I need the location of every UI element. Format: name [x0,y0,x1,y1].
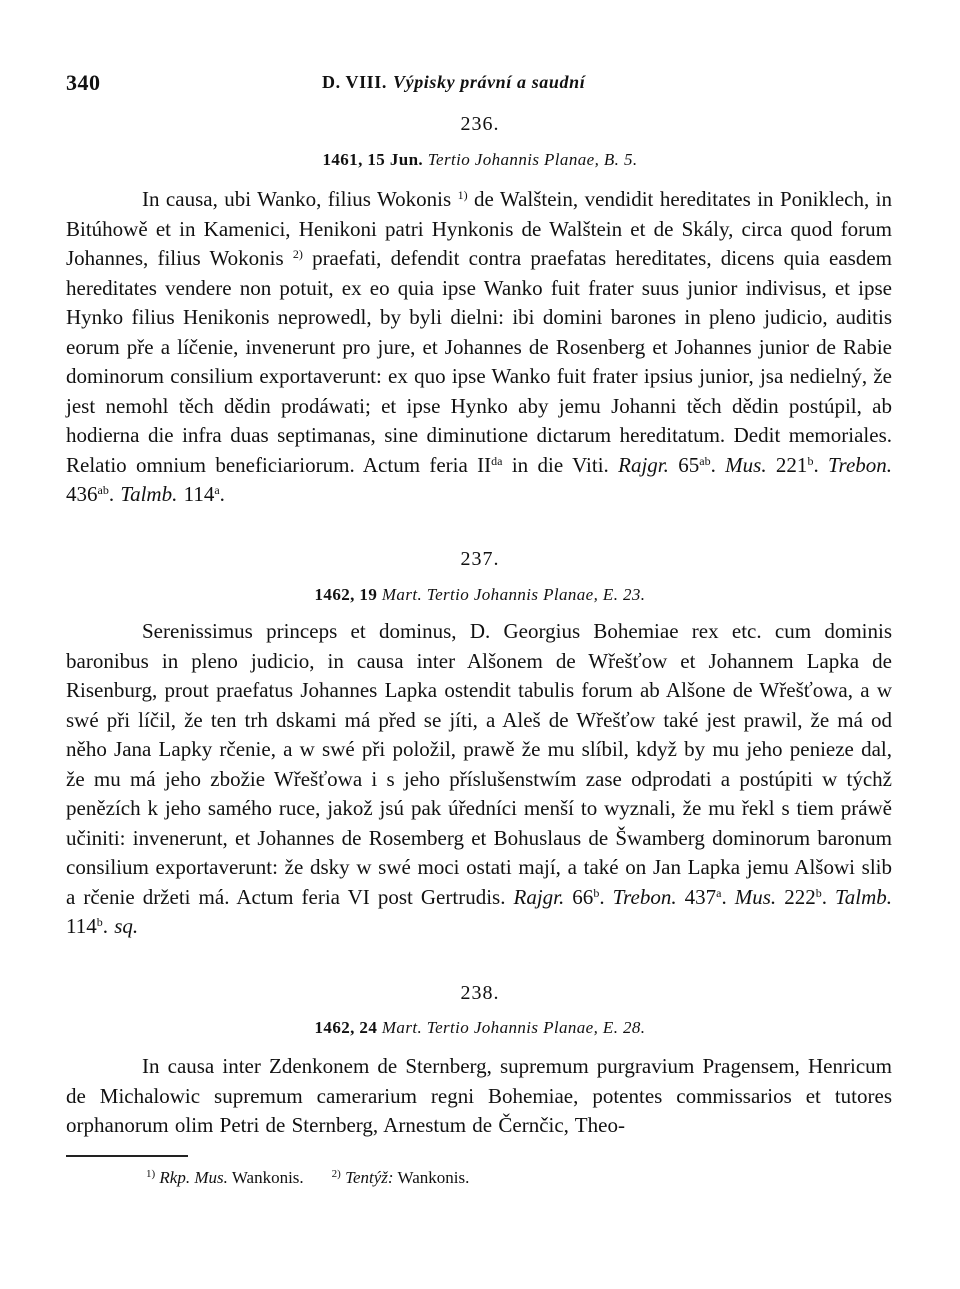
ref-mus-sup: b [807,453,814,468]
footnotes [146,1165,846,1191]
ref-talmb: Talmb. [120,482,178,506]
doc-236-text-1: In causa, ubi Wanko, filius Wokonis [142,187,458,211]
doc-238-text: In causa inter Zdenkonem de Sternberg, supremum purgravium Pragensem, Henricum de Michalowic supremum camerarium regni Bohemiae, potentes commissarios et tutores orphanorum olim Petri de Sternberg, Arnestum de Černčic, Theo- [66,1054,892,1137]
ref-talmb-value: 114 [66,914,97,938]
page-number: 340 [66,70,101,95]
doc-238-month: Mart. [381,1018,423,1037]
doc-238-body [66,1052,892,1141]
doc-237-body: Serenissimus princeps et dominus, D. Georgius Bohemiae rex etc. cum dominis baronibus in pleno judicio, in causa inter Alšonem de Wřešťow et Johannem Lapka de Risenburg, prout praefatus Johannes Lapka ostendit tabulis forum ab Alšone de Wřešťowa, a w swé při líčil, že ten trh dskami má před se jíti, a Aleš de Wřešťow také jest prawil, že má od něho Jana Lapky rčenie, a w swé při položil, prawě že mu slíbil, když by mu jeho penieze dal, že mu má jeho zbožie Wřešťowa i s jeho příslušenstwím zase odprodati a postúpiti w týchž penězích k jeho samého ruce, jakož jsú pak úředníci menší to wyznali, že mu řekl s tiem práwě učiniti: invenerunt, et Johannes de Rosemberg et Bohuslaus de Šwamberg dominorum baronum consilium exportaverunt: že dsky w swé moci ostati mají, a také on Jan Lapka jemu Alšowi slib a rčenie držeti má. Actum feria VI post Gertrudis. Rajgr. 66$^b$. Trebon. 437$^a$. Mus. 222$^b$. Talmb. 114$^b$. sq. [66,619,893,938]
doc-237-text: Serenissimus princeps et dominus, D. Georgius Bohemiae rex etc. cum dominis baronibus in pleno judicio, in causa inter Alšonem de Wřešťow et Johannem Lapka de Risenburg, prout praefatus Johannes Lapka ostendit tabulis forum ab Alšone de Wřešťowa, a w swé při líčil, že ten trh dskami má před se jíti, a Aleš de Wřešťow také jest prawil, že má od něho Jana Lapky rčenie, a w swé při položil, prawě že mu slíbil, když by mu jeho penieze dal, že mu má jeho zbožie Wřešťowa i s jeho příslušenstwím zase odprodati a postúpiti w týchž penězích k jeho samého ruce, jakož jsú pak úředníci menší to wyznali, že mu řekl s tiem práwě učiniti: invenerunt, et Johannes de Rosemberg et Bohuslaus de Šwamberg dominorum baronum consilium exportaverunt: že dsky w swé moci ostati mají, a také on Jan Lapka jemu Alšowi slib a rčenie držeti má. Actum feria VI post Gertrudis. [66,619,892,909]
ref-rajgr-value: 65 [668,452,700,477]
feria-superscript: da [491,453,503,468]
ref-mus: Mus. [725,452,767,477]
doc-236-end: . [219,482,225,506]
doc-236-source: Tertio Johannis Planae, B. 5. [427,150,638,169]
ref-talmb: Talmb. [835,884,893,909]
ref-trebon: Trebon. [612,884,677,909]
doc-237-number: 237. [460,548,500,570]
ref-talmb-sup: b [96,915,103,929]
ref-rajgr-sup: b [593,885,600,900]
footnote-1-source: Rkp. Mus. [159,1168,228,1187]
ref-trebon: Trebon. [828,452,893,477]
footnote-1-text: Wankonis. [227,1168,304,1187]
doc-237-date: 1462, 19 [314,585,378,604]
doc-238-dateline [0,1018,960,1038]
doc-237-source: Tertio Johannis Planae, E. 23. [426,585,646,604]
doc-236-body: In causa, ubi Wanko, filius Wokonis $^{1)}$ de Walštein, vendidit hereditates in Poniklech, in Bitúhowě et in Kamenici, Henikoni patri Hynkonis de Walštein et de Skály, circa quod forum Johannes, filius Wokonis $^{2)}$ praefati, defendit contra praefatas hereditates, dicens quia easdem hereditates vendere non potuit, ex eo quia ipse Wanko fuit frater suus junior indivisus, et ipse Hynko filius Henikonis neprowedl, by byli dielni: ibi domini barones in pleno judicio, auditis eorum pře a líčenie, invenerunt pro jure, et Johannes de Rosenberg et Johannes junior de Rabie dominorum consilium exportaverunt: ex quo ipse Wanko fuit frater ipsius junior, jsa nedielný, že jest nemohl těch dědin prodáwati; et ipse Hynko aby jemu Johanni těch dědin postúpil, ab hodierna die infra duas septimanas, sine diminutione dictarum hereditatum. Dedit memoriales. Relatio omnium beneficiariorum. Actum feria $II^{da}$ in die Viti. Rajgr. $65^{ab}$. Mus. 221$^b$. Trebon. $436^{ab}$. Talmb. 114$^a$. [66,187,893,506]
ref-rajgr: Rajgr. [513,884,565,909]
ref-mus-value: 221 [766,452,808,477]
ref-rajgr: Rajgr. [618,452,669,477]
doc-236-date: 1461, 15 Jun. [322,150,424,169]
doc-238-source: Tertio Johannis Planae, E. 28. [426,1018,646,1037]
ref-mus: Mus. [734,884,777,909]
footnote-ref-2[interactable]: 2) [292,247,303,261]
footnote-1-mark: 1) [146,1168,156,1180]
ref-mus-value: 222 [776,884,816,909]
ref-sq: sq. [114,914,139,938]
footnote-2-mark: 2) [331,1168,341,1180]
ref-talmb-value: 114 [177,482,215,506]
running-title [322,72,585,93]
footnote-ref-1[interactable]: 1) [457,188,468,202]
footnote-2 [332,1168,470,1187]
ref-trebon-value: 437 [676,884,717,909]
ref-rajgr-value: 66 [564,884,594,909]
ref-mus-sup: b [815,885,822,900]
doc-238-number: 238. [460,982,500,1004]
ref-trebon-sup: a [716,885,722,900]
doc-236-number: 236. [460,113,500,135]
doc-236-text-4: in die Viti. [502,452,619,477]
ref-trebon-sup: ab [97,483,109,497]
footnote-2-text: Wankonis. [393,1168,470,1187]
doc-236-text-3: praefati, defendit contra praefatas hereditates, dicens quia easdem hereditates vendere non potuit, ex eo quia ipse Wanko fuit frater suus junior indivisus, et ipse Hynko filius Henikonis neprowedl, by byli dielni: ibi domini barones in pleno judicio, auditis eorum pře a líčenie, invenerunt pro jure, et Johannes de Rosenberg et Johannes junior de Rabie dominorum consilium exportaverunt: ex quo ipse Wanko fuit frater ipsius junior, jsa nedielný, že jest nemohl těch dědin prodáwati; et ipse Hynko aby jemu Johanni těch dědin postúpil, ab hodierna die infra duas septimanas, sine diminutione dictarum hereditatum. Dedit memoriales. Relatio omnium beneficiariorum. Actum feria II [66,246,892,477]
doc-238-date: 1462, 24 [314,1018,378,1037]
doc-236-dateline [0,150,960,170]
doc-236-text-2: de Walštein, vendidit hereditates in Poniklech, in Bitúhowě et in Kamenici, Henikoni patri Hynkonis de Walštein et de Skály, circa quod forum Johannes, filius Wokonis [66,187,892,270]
doc-237-dateline [0,585,960,605]
ref-trebon-value: 436 [66,482,98,506]
ref-rajgr-sup: ab [699,453,711,468]
book-title: Výpisky právní a saudní [393,72,586,92]
ref-talmb-sup: a [214,483,220,497]
footnote-divider [66,1155,188,1157]
running-header [66,70,892,100]
doc-237-month: Mart. [381,585,423,604]
series-label: D. VIII. [322,72,387,92]
footnote-2-source: Tentýž: [345,1168,394,1187]
footnote-1 [146,1168,304,1187]
